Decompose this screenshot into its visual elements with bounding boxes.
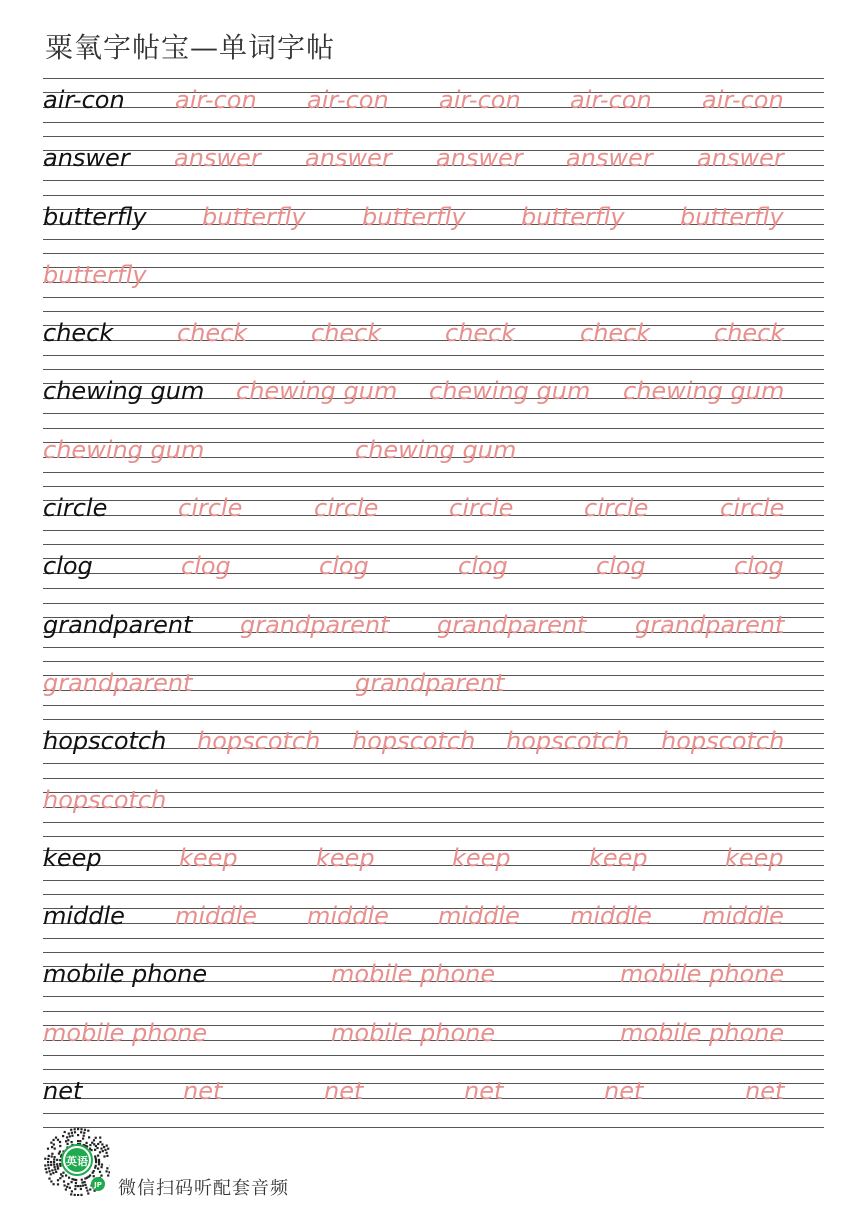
- trace-word: middle: [175, 902, 257, 931]
- writing-row: [43, 78, 824, 136]
- trace-word: circle: [584, 494, 649, 523]
- guide-line: [43, 588, 824, 589]
- guide-line: [43, 880, 824, 881]
- guide-line: [43, 894, 824, 895]
- trace-word: answer: [174, 144, 261, 173]
- guide-line: [43, 486, 824, 487]
- trace-word: air-con: [307, 86, 389, 114]
- model-word: hopscotch: [43, 727, 167, 756]
- trace-word: clog: [734, 552, 784, 581]
- guide-line: [43, 938, 824, 939]
- trace-word: grandparent: [43, 668, 193, 697]
- trace-word: keep: [179, 843, 238, 872]
- guide-line: [43, 340, 824, 341]
- guide-line: [43, 311, 824, 312]
- writing-row: [43, 952, 824, 1010]
- guide-line: [43, 558, 824, 559]
- audio-caption: 微信扫码听配套音频: [118, 1178, 289, 1199]
- trace-word: chewing gum: [43, 435, 205, 464]
- trace-word: keep: [589, 843, 648, 872]
- trace-word: butterfly: [43, 260, 147, 289]
- guide-line: [43, 515, 824, 516]
- guide-line: [43, 865, 824, 866]
- model-word: circle: [43, 494, 108, 523]
- trace-word: butterfly: [521, 202, 625, 231]
- trace-word: grandparent: [635, 610, 785, 639]
- trace-word: middle: [307, 902, 389, 931]
- trace-word: net: [324, 1077, 364, 1106]
- guide-line: [43, 705, 824, 706]
- guide-line: [43, 136, 824, 137]
- trace-word: check: [311, 319, 382, 348]
- guide-line: [43, 1083, 824, 1084]
- guide-line: [43, 355, 824, 356]
- guide-line: [43, 530, 824, 531]
- guide-line: [43, 822, 824, 823]
- guide-line: [43, 253, 824, 254]
- guide-line: [43, 1055, 824, 1056]
- writing-row: [43, 719, 824, 777]
- qr-code-icon[interactable]: [42, 1128, 110, 1196]
- guide-line: [43, 195, 824, 196]
- trace-word: hopscotch: [661, 727, 785, 756]
- guide-line: [43, 952, 824, 953]
- trace-word: check: [580, 319, 651, 348]
- writing-row: [43, 603, 824, 661]
- guide-line: [43, 719, 824, 720]
- guide-line: [43, 836, 824, 837]
- trace-word: net: [604, 1077, 644, 1106]
- trace-word: answer: [566, 144, 653, 173]
- trace-word: answer: [697, 144, 784, 173]
- trace-word: clog: [596, 552, 646, 581]
- model-word: mobile phone: [43, 960, 208, 989]
- trace-word: hopscotch: [352, 727, 476, 756]
- guide-line: [43, 472, 824, 473]
- guide-line: [43, 763, 824, 764]
- guide-line: [43, 778, 824, 779]
- trace-word: circle: [314, 494, 379, 523]
- writing-row: [43, 428, 824, 486]
- model-word: middle: [43, 902, 125, 931]
- trace-word: chewing gum: [236, 377, 398, 406]
- trace-word: mobile phone: [331, 1018, 496, 1047]
- trace-word: grandparent: [240, 610, 390, 639]
- guide-line: [43, 996, 824, 997]
- trace-word: mobile phone: [331, 960, 496, 989]
- trace-word: air-con: [570, 86, 652, 114]
- model-word: butterfly: [43, 202, 147, 231]
- trace-word: air-con: [439, 86, 521, 114]
- guide-line: [43, 325, 824, 326]
- writing-row: [43, 136, 824, 194]
- trace-word: middle: [570, 902, 652, 931]
- handwriting-rows: [43, 78, 824, 1128]
- trace-word: answer: [305, 144, 392, 173]
- trace-word: net: [183, 1077, 223, 1106]
- writing-row: [43, 311, 824, 369]
- trace-word: check: [714, 319, 785, 348]
- trace-word: air-con: [702, 86, 784, 114]
- trace-word: circle: [720, 494, 785, 523]
- trace-word: clog: [319, 552, 369, 581]
- trace-word: keep: [725, 843, 784, 872]
- guide-line: [43, 1069, 824, 1070]
- trace-word: butterfly: [202, 202, 306, 231]
- guide-line: [43, 661, 824, 662]
- guide-line: [43, 544, 824, 545]
- trace-word: keep: [316, 843, 375, 872]
- trace-word: circle: [449, 494, 514, 523]
- guide-line: [43, 282, 824, 283]
- trace-word: check: [445, 319, 516, 348]
- trace-word: answer: [436, 144, 523, 173]
- closing-rule: [43, 1127, 824, 1128]
- writing-row: [43, 894, 824, 952]
- trace-word: mobile phone: [43, 1018, 208, 1047]
- guide-line: [43, 267, 824, 268]
- guide-line: [43, 369, 824, 370]
- writing-row: [43, 836, 824, 894]
- trace-word: circle: [178, 494, 243, 523]
- model-word: keep: [43, 843, 102, 872]
- guide-line: [43, 122, 824, 123]
- writing-row: [43, 486, 824, 544]
- trace-word: mobile phone: [620, 1018, 785, 1047]
- trace-word: middle: [702, 902, 784, 931]
- guide-line: [43, 413, 824, 414]
- trace-word: keep: [452, 843, 511, 872]
- trace-word: check: [177, 319, 248, 348]
- guide-line: [43, 428, 824, 429]
- trace-word: chewing gum: [429, 377, 591, 406]
- model-word: check: [43, 319, 114, 348]
- trace-word: hopscotch: [43, 785, 167, 814]
- trace-word: butterfly: [362, 202, 466, 231]
- qr-badge-text: 英语: [66, 1155, 88, 1168]
- guide-line: [43, 180, 824, 181]
- trace-word: clog: [181, 552, 231, 581]
- guide-line: [43, 1127, 824, 1128]
- model-word: air-con: [43, 86, 125, 114]
- writing-row: [43, 778, 824, 836]
- writing-row: [43, 1011, 824, 1069]
- writing-row: [43, 369, 824, 427]
- trace-word: mobile phone: [620, 960, 785, 989]
- model-word: chewing gum: [43, 377, 205, 406]
- writing-row: [43, 195, 824, 253]
- writing-row: [43, 544, 824, 602]
- trace-word: hopscotch: [197, 727, 321, 756]
- trace-word: grandparent: [437, 610, 587, 639]
- trace-word: grandparent: [355, 668, 505, 697]
- trace-word: hopscotch: [506, 727, 630, 756]
- writing-row: [43, 1069, 824, 1127]
- guide-line: [43, 297, 824, 298]
- trace-word: butterfly: [680, 202, 784, 231]
- guide-line: [43, 850, 824, 851]
- guide-line: [43, 1113, 824, 1114]
- model-word: net: [43, 1077, 83, 1106]
- guide-line: [43, 647, 824, 648]
- trace-word: chewing gum: [623, 377, 785, 406]
- writing-row: [43, 253, 824, 311]
- qr-badge-sub: JP: [94, 1181, 102, 1189]
- guide-line: [43, 1011, 824, 1012]
- guide-line: [43, 500, 824, 501]
- guide-line: [43, 78, 824, 79]
- trace-word: net: [464, 1077, 504, 1106]
- page-title: 粟氧字帖宝—单词字帖: [45, 31, 336, 64]
- model-word: clog: [43, 552, 93, 581]
- guide-line: [43, 1098, 824, 1099]
- writing-row: [43, 661, 824, 719]
- model-word: grandparent: [43, 610, 193, 639]
- trace-word: clog: [458, 552, 508, 581]
- trace-word: air-con: [175, 86, 257, 114]
- model-word: answer: [43, 144, 130, 173]
- trace-word: net: [745, 1077, 785, 1106]
- guide-line: [43, 239, 824, 240]
- guide-line: [43, 603, 824, 604]
- trace-word: middle: [438, 902, 520, 931]
- guide-line: [43, 573, 824, 574]
- trace-word: chewing gum: [355, 435, 517, 464]
